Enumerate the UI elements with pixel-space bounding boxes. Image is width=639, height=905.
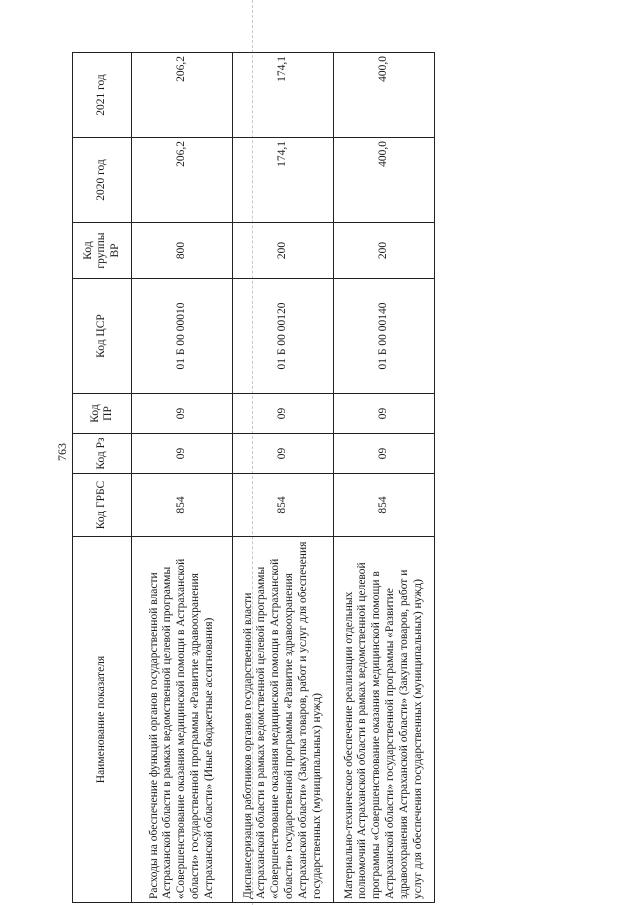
row-name: Диспансеризация работников органов государственной власти Астраханской области в рамках ведомственной целевой программы «Совершенствование оказания медицинской помощи в Астраханской области» государственной программы «Развитие здравоохранения Астраханской области» (Закупка товаров, работ и услуг для обеспечения государственных (муниципальных) нужд) (233, 537, 334, 903)
header-grbs: Код ГРБС (73, 474, 132, 537)
rotated-table-wrapper (72, 53, 430, 903)
header-csr: Код ЦСР (73, 279, 132, 394)
row-rz: 09 (334, 434, 435, 474)
table-header-row (73, 53, 132, 903)
row-rz: 09 (233, 434, 334, 474)
row-csr: 01 Б 00 00120 (233, 279, 334, 394)
row-2020: 174,1 (233, 138, 334, 223)
row-pr: 09 (334, 394, 435, 434)
table-row (334, 53, 435, 903)
row-pr: 09 (132, 394, 233, 434)
row-vr: 200 (334, 223, 435, 279)
row-name: Расходы на обеспечение функций органов государственной власти Астраханской области в рамках ведомственной целевой программы «Совершенствование оказания медицинской помощи в Астраханской области» государственной программы «Развитие здравоохранения Астраханской области» (Иные бюджетные ассигнования) (132, 537, 233, 903)
table-row (233, 53, 334, 903)
row-csr: 01 Б 00 00010 (132, 279, 233, 394)
header-2021: 2021 год (73, 53, 132, 138)
row-csr: 01 Б 00 00140 (334, 279, 435, 394)
row-2021: 206,2 (132, 53, 233, 138)
row-2021: 174,1 (233, 53, 334, 138)
header-vr: Код группы ВР (73, 223, 132, 279)
row-grbs: 854 (233, 474, 334, 537)
row-2021: 400,0 (334, 53, 435, 138)
row-pr: 09 (233, 394, 334, 434)
row-2020: 206,2 (132, 138, 233, 223)
row-grbs: 854 (132, 474, 233, 537)
row-rz: 09 (132, 434, 233, 474)
header-rz: Код Рз (73, 434, 132, 474)
row-grbs: 854 (334, 474, 435, 537)
row-name: Материально-техническое обеспечение реализации отдельных полномочий Астраханской области в рамках ведомственной целевой программы «Совершенствование оказания медицинской помощи в Астраханской области» государственной программы «Развитие здравоохранения Астраханской области» (Закупка товаров, работ и услуг для обеспечения государственных (муниципальных) нужд) (334, 537, 435, 903)
page-number: 763 (55, 443, 69, 461)
header-name: Наименование показателя (73, 537, 132, 903)
table-row (132, 53, 233, 903)
row-vr: 200 (233, 223, 334, 279)
header-pr: Код ПР (73, 394, 132, 434)
budget-table (72, 52, 435, 903)
row-vr: 800 (132, 223, 233, 279)
header-2020: 2020 год (73, 138, 132, 223)
row-2020: 400,0 (334, 138, 435, 223)
